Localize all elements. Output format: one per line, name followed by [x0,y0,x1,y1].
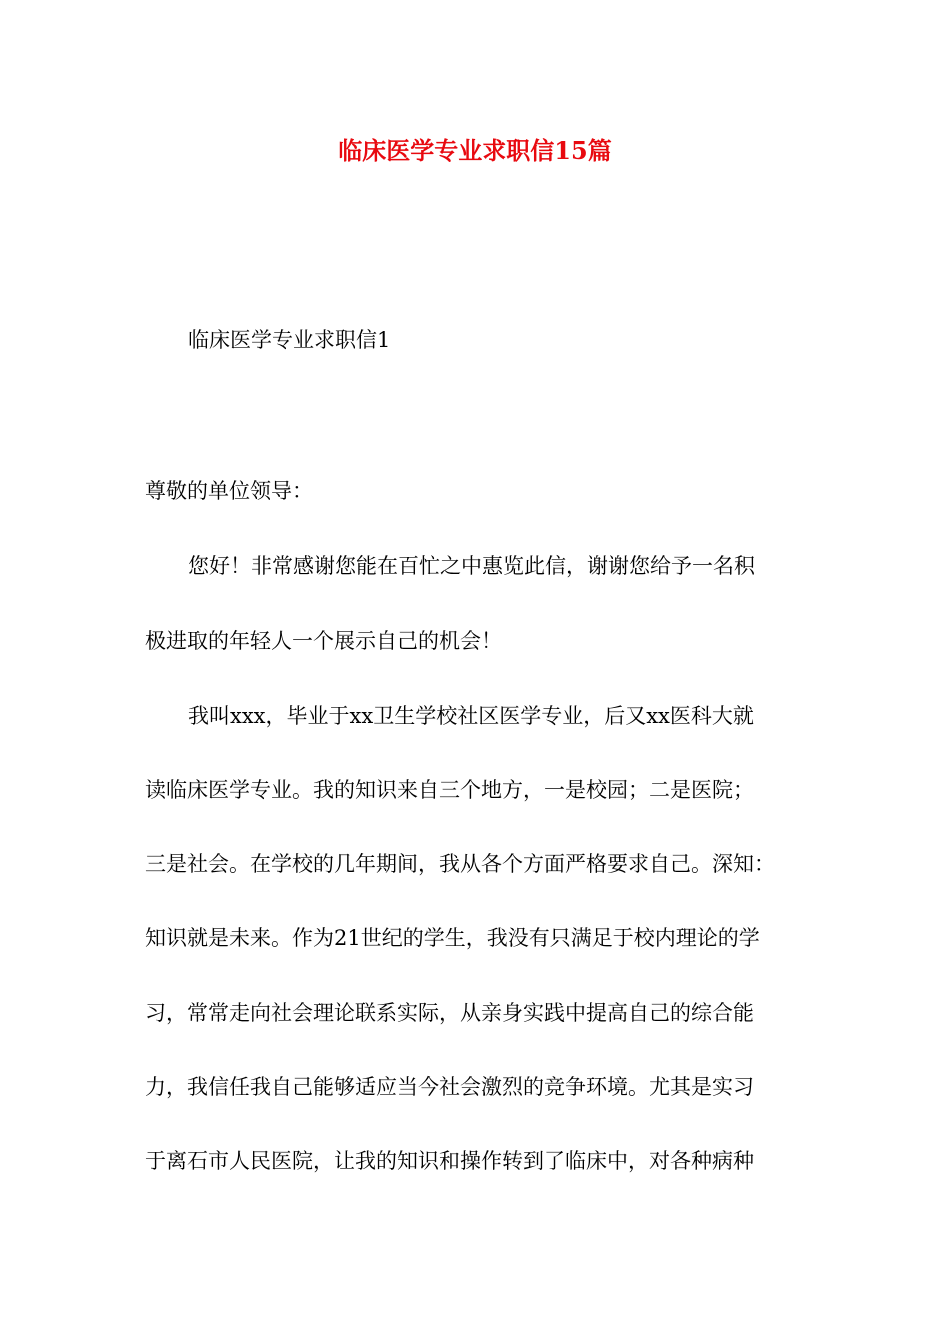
body-line: 极进取的年轻人一个展示自己的机会！ [145,629,502,653]
body-line: 于离石市人民医院，让我的知识和操作转到了临床中，对各种病种 [145,1149,754,1173]
letter-heading: 临床医学专业求职信1 [188,328,391,352]
body-line: 知识就是未来。作为21世纪的学生，我没有只满足于校内理论的学 [145,926,760,950]
body-line: 习，常常走向社会理论联系实际，从亲身实践中提高自己的综合能 [145,1001,754,1025]
salutation: 尊敬的单位领导： [145,479,313,503]
body-line: 力，我信任我自己能够适应当今社会激烈的竞争环境。尤其是实习 [145,1075,754,1099]
body-line: 读临床医学专业。我的知识来自三个地方，一是校园；二是医院； [145,778,754,802]
body-line: 我叫xxx，毕业于xx卫生学校社区医学专业，后又xx医科大就 [188,704,754,728]
document-title: 临床医学专业求职信15篇 [338,136,612,165]
body-line: 您好！非常感谢您能在百忙之中惠览此信，谢谢您给予一名积 [188,554,755,578]
body-line: 三是社会。在学校的几年期间，我从各个方面严格要求自己。深知： [145,852,775,876]
